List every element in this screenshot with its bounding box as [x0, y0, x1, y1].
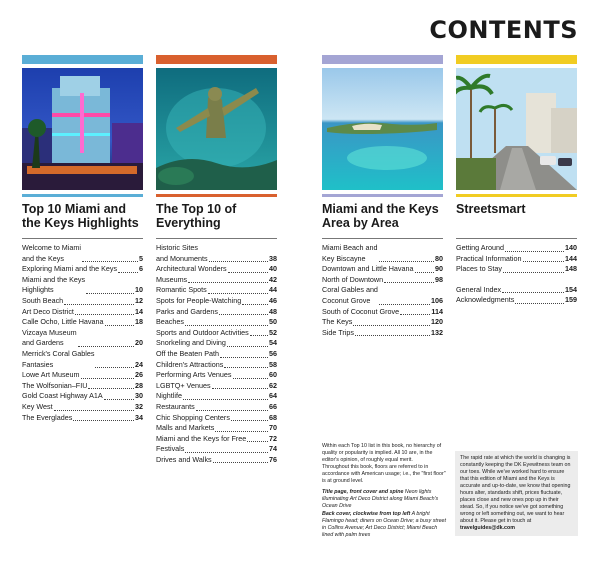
leader-dots — [213, 462, 268, 463]
section-title: Miami and the Keys Area by Area — [322, 202, 439, 230]
credit-text: Neon lights illuminating Art Deco District along Miami Beach's Ocean Drive — [322, 489, 439, 509]
page-number: 34 — [135, 412, 143, 422]
page-number: 120 — [431, 317, 443, 327]
toc-entry — [22, 413, 143, 424]
entry-title: Art Deco District — [22, 306, 74, 316]
toc-entry — [156, 413, 277, 424]
toc-list — [322, 243, 443, 338]
entry-title: South Beach — [22, 295, 64, 305]
feedback-email: travelguides@dk.com — [460, 525, 515, 531]
leader-dots — [250, 335, 268, 336]
entry-title: Architectural Wonders — [156, 264, 227, 274]
toc-entry — [322, 307, 443, 318]
page-number: 38 — [269, 253, 277, 263]
toc-entry — [22, 328, 143, 349]
entry-title: Key West — [22, 401, 53, 411]
leader-dots — [78, 346, 134, 347]
entry-title: Miami Beach and Key Biscayne — [322, 243, 378, 263]
color-tab — [456, 55, 577, 64]
page-title: CONTENTS — [429, 16, 578, 44]
toc-list — [456, 243, 577, 306]
page-number: 24 — [135, 359, 143, 369]
page-number: 54 — [269, 338, 277, 348]
toc-entry — [156, 381, 277, 392]
entry-title: The Everglades — [22, 412, 73, 422]
page-number: 42 — [269, 274, 277, 284]
page-number: 14 — [135, 306, 143, 316]
cover-credit-back — [322, 511, 446, 539]
leader-dots — [208, 293, 268, 294]
entry-title: LGBTQ+ Venues — [156, 380, 211, 390]
leader-dots — [212, 388, 268, 389]
leader-dots — [185, 325, 268, 326]
leader-dots — [54, 410, 134, 411]
toc-entry — [22, 307, 143, 318]
entry-title: Side Trips — [322, 327, 354, 337]
page-number: 28 — [135, 380, 143, 390]
entry-title: Drives and Walks — [156, 454, 212, 464]
toc-entry — [456, 243, 577, 254]
toc-entry — [156, 296, 277, 307]
toc-entry — [22, 381, 143, 392]
color-rule — [22, 194, 143, 197]
leader-dots — [233, 378, 268, 379]
toc-entry — [156, 402, 277, 413]
entry-title: Calle Ocho, Little Havana — [22, 317, 104, 327]
page-number: 40 — [269, 264, 277, 274]
page-number: 74 — [269, 444, 277, 454]
page-number: 62 — [269, 380, 277, 390]
page-number: 56 — [269, 348, 277, 358]
entry-title: Practical Information — [456, 253, 522, 263]
toc-entry — [156, 285, 277, 296]
toc-entry — [22, 370, 143, 381]
leader-dots — [353, 325, 430, 326]
page-number: 32 — [135, 401, 143, 411]
page-number: 58 — [269, 359, 277, 369]
page-number: 52 — [269, 327, 277, 337]
leader-dots — [220, 357, 268, 358]
divider — [156, 238, 277, 239]
color-tab — [22, 55, 143, 64]
section-highlights — [22, 55, 143, 423]
toc-entry — [22, 391, 143, 402]
entry-title: Downtown and Little Havana — [322, 264, 414, 274]
section-title: Streetsmart — [456, 202, 526, 216]
toc-entry — [322, 243, 443, 264]
entry-title: Getting Around — [456, 243, 504, 252]
color-rule — [456, 194, 577, 197]
entry-title: Coral Gables and Coconut Grove — [322, 285, 378, 305]
leader-dots — [64, 304, 134, 305]
toc-entry — [156, 423, 277, 434]
leader-dots — [95, 367, 134, 368]
entry-title: Places to Stay — [456, 264, 502, 274]
leader-dots — [224, 367, 268, 368]
color-rule — [322, 194, 443, 197]
leader-dots — [502, 292, 564, 293]
toc-entry — [156, 370, 277, 381]
feedback-text: The rapid rate at which the world is changing is constantly keeping the DK Eyewitness team on our toes. While we've worked hard to ensure that this edition of Miami and the Keys is accurate and up-to-date, we know that opening hours alter, standards shift, prices fluctuate, places close and new ones pop up in their stead. So, if you notice we've got something wrong or left something out, we want to hear about it. Please get in touch at — [460, 455, 571, 524]
entry-title: The Keys — [322, 317, 353, 327]
section-streetsmart — [456, 55, 577, 306]
section-title: Top 10 Miami and the Keys Highlights — [22, 202, 139, 230]
page-number: 48 — [269, 306, 277, 316]
leader-dots — [515, 303, 564, 304]
toc-entry — [22, 264, 143, 275]
credit-label: Title page, front cover and spine — [322, 489, 404, 495]
toc-list — [22, 243, 143, 423]
toc-entry — [456, 254, 577, 265]
toc-entry — [156, 338, 277, 349]
entry-title: Historic Sites and Monuments — [156, 243, 208, 263]
entry-title: South of Coconut Grove — [322, 306, 400, 316]
leader-dots — [88, 388, 134, 389]
photo-underwater-statue — [156, 68, 277, 190]
page-number: 140 — [565, 243, 577, 252]
entry-title: Miami and the Keys for Free — [156, 433, 247, 443]
leader-dots — [219, 314, 268, 315]
toc-entry — [456, 264, 577, 275]
page-number: 72 — [269, 433, 277, 443]
entry-title: Lowe Art Museum — [22, 370, 80, 380]
entry-title: Children's Attractions — [156, 359, 224, 369]
photo-palm-street — [456, 68, 577, 190]
toc-entry — [456, 295, 577, 306]
page-number: 64 — [269, 391, 277, 401]
toc-entry — [156, 317, 277, 328]
color-rule — [156, 194, 277, 197]
divider — [456, 238, 577, 239]
entry-title: Acknowledgments — [456, 295, 515, 305]
toc-entry — [156, 307, 277, 318]
toc-entry — [22, 349, 143, 370]
page-number: 90 — [435, 264, 443, 274]
entry-title: Chic Shopping Centers — [156, 412, 230, 422]
page-number: 26 — [135, 370, 143, 380]
toc-entry — [156, 349, 277, 360]
leader-dots — [505, 251, 564, 252]
section-area-by-area — [322, 55, 443, 338]
entry-title: Parks and Gardens — [156, 306, 218, 316]
entry-title: Restaurants — [156, 401, 195, 411]
page-number: 5 — [139, 253, 143, 263]
leader-dots — [81, 378, 134, 379]
entry-title: Museums — [156, 274, 188, 284]
section-title: The Top 10 of Everything — [156, 202, 237, 230]
page-number: 159 — [565, 295, 577, 305]
entry-title: Malls and Markets — [156, 423, 215, 433]
page-number: 20 — [135, 338, 143, 348]
toc-entry — [156, 455, 277, 466]
toc-entry — [156, 434, 277, 445]
page-number: 12 — [135, 295, 143, 305]
page-number: 6 — [139, 264, 143, 274]
color-tab — [322, 55, 443, 64]
entry-title: Performing Arts Venues — [156, 370, 232, 380]
leader-dots — [73, 420, 134, 421]
toc-entry — [322, 264, 443, 275]
page-number: 60 — [269, 370, 277, 380]
entry-title: Romantic Spots — [156, 285, 207, 295]
page-number: 70 — [269, 423, 277, 433]
page-number: 30 — [135, 391, 143, 401]
entry-title: Nightlife — [156, 391, 182, 401]
color-tab — [156, 55, 277, 64]
toc-entry — [322, 317, 443, 328]
toc-entry — [156, 444, 277, 455]
toc-entry — [322, 328, 443, 339]
page-number: 148 — [565, 264, 577, 274]
page-number: 50 — [269, 317, 277, 327]
page-number: 98 — [435, 274, 443, 284]
leader-dots — [228, 272, 268, 273]
toc-list — [156, 243, 277, 465]
page-number: 66 — [269, 401, 277, 411]
leader-dots — [104, 399, 134, 400]
toc-entry — [22, 243, 143, 264]
page-number: 144 — [565, 253, 577, 263]
toc-entry — [22, 275, 143, 296]
toc-entry — [22, 402, 143, 413]
entry-title: Gold Coast Highway A1A — [22, 391, 103, 401]
leader-dots — [379, 304, 430, 305]
toc-entry — [156, 328, 277, 339]
toc-entry — [322, 285, 443, 306]
section-top10 — [156, 55, 277, 465]
page-number: 10 — [135, 285, 143, 295]
toc-entry — [22, 296, 143, 307]
toc-entry — [322, 275, 443, 286]
leader-dots — [185, 452, 268, 453]
toc-entry — [156, 264, 277, 275]
toc-entry — [456, 285, 577, 296]
editorial-note — [322, 443, 446, 539]
page-number: 44 — [269, 285, 277, 295]
leader-dots — [82, 261, 138, 262]
entry-title: North of Downtown — [322, 274, 384, 284]
leader-dots — [415, 272, 435, 273]
entry-title: Off the Beaten Path — [156, 348, 220, 358]
page-number: 106 — [431, 295, 443, 305]
leader-dots — [227, 346, 268, 347]
leader-dots — [215, 431, 268, 432]
divider — [322, 238, 443, 239]
cover-credit-front — [322, 489, 446, 510]
entry-title: Festivals — [156, 444, 185, 454]
divider — [22, 238, 143, 239]
leader-dots — [196, 410, 268, 411]
leader-dots — [523, 261, 564, 262]
toc-entry — [156, 391, 277, 402]
note-text: Within each Top 10 list in this book, no hierarchy of quality or popularity is implied. All 10 are, in the editor's opinion, of roughly equal merit. Throughout this book, floors are referred to in accordance with American usage; i.e., the "first floor" is at ground level. — [322, 443, 446, 484]
leader-dots — [355, 335, 430, 336]
entry-title: Miami and the Keys Highlights — [22, 274, 86, 295]
credit-label: Back cover, clockwise from top left — [322, 511, 411, 517]
leader-dots — [86, 293, 134, 294]
leader-dots — [247, 441, 268, 442]
leader-dots — [188, 282, 268, 283]
entry-title: Merrick's Coral Gables Fantasies — [22, 348, 95, 369]
leader-dots — [242, 304, 268, 305]
entry-title: General Index — [456, 284, 502, 294]
toc-entry — [156, 243, 277, 264]
toc-entry — [156, 360, 277, 371]
photo-art-deco-night — [22, 68, 143, 190]
leader-dots — [379, 261, 434, 262]
leader-dots — [118, 272, 138, 273]
photo-keys-aerial — [322, 68, 443, 190]
leader-dots — [75, 314, 134, 315]
leader-dots — [105, 325, 134, 326]
feedback-box — [455, 451, 578, 536]
page-number: 80 — [435, 253, 443, 263]
leader-dots — [503, 272, 564, 273]
entry-title: Snorkeling and Diving — [156, 338, 226, 348]
toc-entry — [22, 317, 143, 328]
page-number: 68 — [269, 412, 277, 422]
entry-title: Exploring Miami and the Keys — [22, 264, 118, 274]
entry-title: Spots for People-Watching — [156, 295, 242, 305]
leader-dots — [384, 282, 434, 283]
leader-dots — [209, 261, 268, 262]
entry-title: Vizcaya Museum and Gardens — [22, 327, 77, 348]
entry-title: Beaches — [156, 317, 184, 327]
leader-dots — [183, 399, 268, 400]
leader-dots — [231, 420, 268, 421]
page-number: 18 — [135, 317, 143, 327]
page-number: 154 — [565, 284, 577, 294]
page-number: 114 — [431, 306, 443, 316]
page-number: 76 — [269, 454, 277, 464]
page-number: 46 — [269, 295, 277, 305]
credit-text: A bright Flamingo head; diners on Ocean Drive; a busy street in Collins Avenue; Art Deco District; Miami Beach lined with palm trees — [322, 511, 446, 538]
entry-title: The Wolfsonian–FIU — [22, 380, 88, 390]
entry-title: Welcome to Miami and the Keys — [22, 243, 81, 263]
entry-title: Sports and Outdoor Activities — [156, 327, 249, 337]
toc-entry — [156, 275, 277, 286]
page-number: 132 — [431, 327, 443, 337]
leader-dots — [400, 314, 430, 315]
